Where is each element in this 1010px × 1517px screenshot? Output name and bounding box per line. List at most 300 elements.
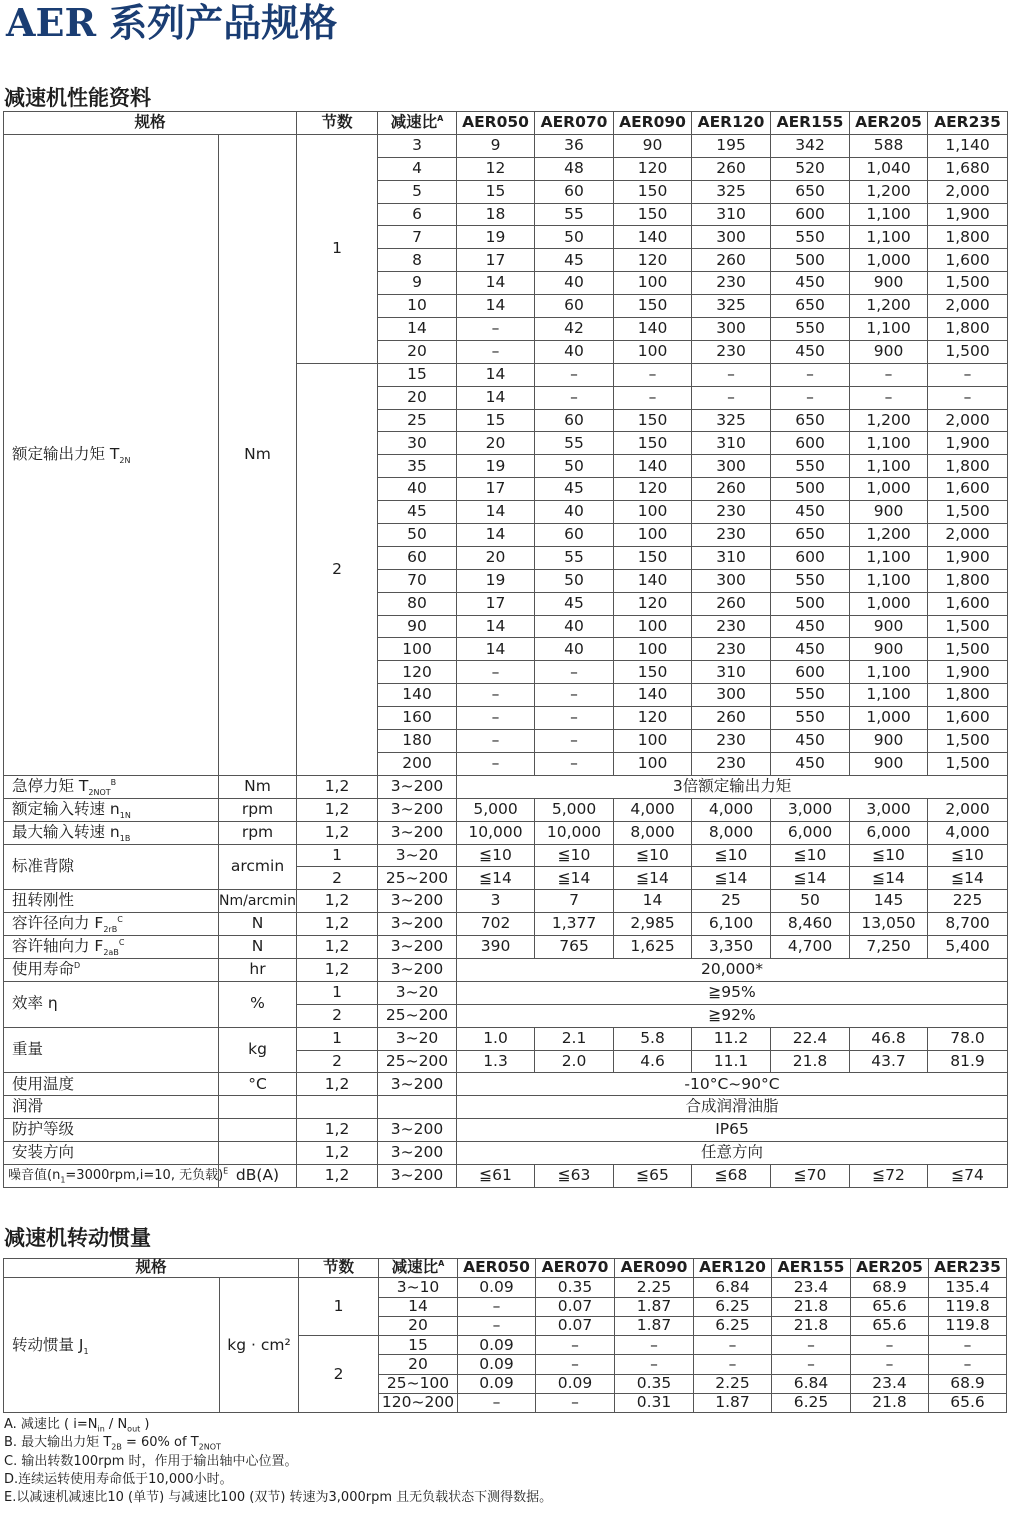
efficiency-value: ≧92% [457, 1004, 1008, 1027]
value-cell: 36 [535, 134, 614, 157]
value-cell: 100 [614, 524, 692, 547]
value-cell: 1,100 [850, 318, 928, 341]
stage-cell: 1,2 [297, 1142, 378, 1165]
stage-cell: 1 [297, 134, 378, 363]
note-e: E.以减速机减速比10 (单节) 与减速比100 (双节) 转速为3,000rpm 且无负载状态下测得数据。 [4, 1490, 553, 1506]
value-cell: 1,100 [850, 455, 928, 478]
value-cell: 20 [457, 546, 535, 569]
ratio-cell: 3~200 [378, 821, 457, 844]
value-cell: 81.9 [928, 1050, 1008, 1073]
value-cell: 17 [457, 478, 535, 501]
value-cell: 140 [614, 455, 692, 478]
value-cell: 40 [535, 501, 614, 524]
ratio-cell: 25~200 [378, 1050, 457, 1073]
value-cell: 14 [457, 501, 535, 524]
stage-cell: 1,2 [297, 936, 378, 959]
value-cell: 1,100 [850, 569, 928, 592]
ratio-cell: 8 [378, 249, 457, 272]
service-life-label [4, 958, 219, 981]
ratio-cell: 3 [378, 134, 457, 157]
value-cell: 23.4 [772, 1278, 851, 1297]
stage-cell: 1,2 [297, 958, 378, 981]
value-cell: 60 [535, 524, 614, 547]
emergency-stop-torque-label [4, 775, 219, 798]
row-label-text: 额定输入转速 n [12, 799, 120, 818]
value-cell: – [458, 1394, 536, 1413]
row-label-text: 使用温度 [12, 1074, 75, 1093]
value-cell: 900 [850, 615, 928, 638]
value-cell: 3,000 [850, 798, 928, 821]
value-cell: 550 [771, 318, 850, 341]
ratio-cell: 4 [378, 157, 457, 180]
value-cell: 5,400 [928, 936, 1008, 959]
value-cell: 18 [457, 203, 535, 226]
value-cell: 260 [692, 249, 771, 272]
value-cell: 100 [614, 638, 692, 661]
ratio-cell: 3~200 [378, 913, 457, 936]
value-cell: 14 [457, 363, 535, 386]
value-cell: 14 [457, 386, 535, 409]
inertia-row [4, 1278, 1007, 1297]
value-cell: 43.7 [850, 1050, 928, 1073]
value-cell: 21.8 [772, 1316, 851, 1335]
label-subscript: 1 [60, 1176, 66, 1185]
value-cell: 1,800 [928, 684, 1008, 707]
value-cell: 1,900 [928, 432, 1008, 455]
value-cell: 650 [771, 409, 850, 432]
value-cell: 5.8 [614, 1027, 692, 1050]
torsional-stiffness-label [4, 890, 219, 913]
value-cell: 600 [771, 432, 850, 455]
value-cell: 1,600 [928, 249, 1008, 272]
value-cell: 14 [614, 890, 692, 913]
ratio-cell: 40 [378, 478, 457, 501]
value-cell: 135.4 [929, 1278, 1007, 1297]
value-cell: 1,800 [928, 455, 1008, 478]
value-cell: 3,350 [692, 936, 771, 959]
inertia-body [4, 1259, 1007, 1413]
value-cell: 100 [614, 501, 692, 524]
value-cell: – [929, 1336, 1007, 1355]
value-cell: 1,625 [614, 936, 692, 959]
value-cell: 55 [535, 432, 614, 455]
header-spec: 规格 [4, 1259, 299, 1278]
efficiency-value: ≧95% [457, 981, 1008, 1004]
value-cell: 8,700 [928, 913, 1008, 936]
value-cell: 1,500 [928, 340, 1008, 363]
value-cell: – [851, 1355, 929, 1374]
header-model: AER050 [457, 112, 535, 135]
ratio-cell: 3~200 [378, 775, 457, 798]
value-cell: 500 [771, 478, 850, 501]
value-cell: 14 [457, 295, 535, 318]
row-label-text: =3000rpm,i=10, 无负载) [65, 1168, 224, 1184]
value-cell: 150 [614, 295, 692, 318]
value-cell: – [535, 707, 614, 730]
stage-cell: 1,2 [297, 821, 378, 844]
stage-cell: 1 [299, 1278, 379, 1336]
value-cell: 310 [692, 432, 771, 455]
value-cell: ≦10 [535, 844, 614, 867]
value-cell: – [535, 661, 614, 684]
mounting-orientation-row [4, 1142, 1008, 1165]
value-cell: 300 [692, 684, 771, 707]
value-cell: – [929, 1355, 1007, 1374]
header-ratio [378, 112, 457, 135]
value-cell: 14 [457, 524, 535, 547]
value-cell: 145 [850, 890, 928, 913]
ratio-cell: 45 [378, 501, 457, 524]
efficiency-unit: % [219, 981, 297, 1027]
value-cell: ≦72 [850, 1164, 928, 1187]
backlash-unit: arcmin [219, 844, 297, 890]
label-subscript: 2NOT [88, 788, 111, 798]
label-superscript: E [223, 1167, 229, 1177]
value-cell: – [535, 752, 614, 775]
stage-cell: 1,2 [297, 775, 378, 798]
value-cell: 1,500 [928, 638, 1008, 661]
value-cell: 120 [614, 592, 692, 615]
torque-row [4, 134, 1008, 157]
ratio-text: 减速比 [390, 113, 438, 132]
backlash-label: 标准背隙 [4, 844, 219, 890]
value-cell: 2,985 [614, 913, 692, 936]
value-cell: – [536, 1394, 615, 1413]
value-cell: 21.8 [851, 1394, 929, 1413]
protection-class-label [4, 1119, 219, 1142]
value-cell: 1,600 [928, 478, 1008, 501]
value-cell: – [457, 340, 535, 363]
value-cell: 1,200 [850, 295, 928, 318]
value-cell: ≦65 [614, 1164, 692, 1187]
ratio-cell: 15 [379, 1336, 458, 1355]
ratio-cell: 3~200 [378, 958, 457, 981]
mounting-orientation-label [4, 1142, 219, 1165]
value-cell: 1,600 [928, 592, 1008, 615]
value-cell: ≦14 [457, 867, 535, 890]
value-cell: 40 [535, 615, 614, 638]
value-cell: 650 [771, 180, 850, 203]
ratio-cell: 20 [378, 386, 457, 409]
value-cell: 230 [692, 752, 771, 775]
torsional-stiffness-unit: Nm/arcmin [219, 890, 297, 913]
backlash-row [4, 844, 1008, 867]
value-cell: 0.35 [615, 1374, 694, 1393]
ratio-cell: 3~200 [378, 798, 457, 821]
ratio-cell: 3~20 [378, 981, 457, 1004]
value-cell: – [535, 386, 614, 409]
rated-input-speed-label [4, 798, 219, 821]
header-model: AER205 [851, 1259, 929, 1278]
value-cell: 15 [457, 180, 535, 203]
value-cell: 500 [771, 249, 850, 272]
header-model: AER070 [535, 112, 614, 135]
value-cell: 11.2 [692, 1027, 771, 1050]
value-cell: 195 [692, 134, 771, 157]
value-cell: ≦61 [457, 1164, 535, 1187]
ratio-superscript: A [437, 114, 444, 124]
ratio-cell: 100 [378, 638, 457, 661]
value-cell: ≦14 [535, 867, 614, 890]
value-cell: – [457, 707, 535, 730]
note-a: A. 减速比 ( $i=N_{in} / N_{out}$ ) [4, 1417, 150, 1434]
footnotes [4, 1416, 552, 1507]
row-label-text: 转动惯量 J [12, 1335, 84, 1354]
value-cell: 230 [692, 340, 771, 363]
row-label-text: 扭转刚性 [12, 891, 75, 910]
value-cell: – [535, 730, 614, 753]
value-cell: 1,900 [928, 661, 1008, 684]
value-cell: – [535, 684, 614, 707]
efficiency-label: 效率 η [4, 981, 219, 1027]
value-cell: 1.87 [615, 1297, 694, 1316]
value-cell: 4,000 [692, 798, 771, 821]
value-cell: 1,600 [928, 707, 1008, 730]
value-cell: 6,100 [692, 913, 771, 936]
value-cell: 2,000 [928, 524, 1008, 547]
value-cell: – [694, 1355, 772, 1374]
value-cell: 17 [457, 592, 535, 615]
inertia-label [4, 1278, 220, 1413]
value-cell: 45 [535, 592, 614, 615]
value-cell: 588 [850, 134, 928, 157]
value-cell: 900 [850, 730, 928, 753]
label-subscript: 2rB [103, 925, 118, 935]
inertia-unit: kg · cm² [220, 1278, 299, 1413]
value-cell: 50 [771, 890, 850, 913]
value-cell: 550 [771, 684, 850, 707]
label-subscript: 2aB [103, 948, 119, 958]
value-cell: ≦14 [928, 867, 1008, 890]
service-life-row [4, 958, 1008, 981]
value-cell: 78.0 [928, 1027, 1008, 1050]
value-cell: 100 [614, 615, 692, 638]
value-cell: 1,000 [850, 478, 928, 501]
value-cell: 310 [692, 546, 771, 569]
noise-label [4, 1164, 229, 1187]
note-c: C. 输出转数100rpm 时，作用于输出轴中心位置。 [4, 1453, 298, 1469]
ratio-text: 减速比 [391, 1258, 439, 1277]
stage-cell: 1 [297, 1027, 378, 1050]
value-cell: 140 [614, 226, 692, 249]
value-cell: 1,500 [928, 272, 1008, 295]
value-cell: 6.25 [772, 1394, 851, 1413]
value-cell: 46.8 [850, 1027, 928, 1050]
value-cell: 4,000 [928, 821, 1008, 844]
value-cell: 19 [457, 226, 535, 249]
value-cell: 450 [771, 272, 850, 295]
value-cell: 23.4 [851, 1374, 929, 1393]
value-cell: 40 [535, 272, 614, 295]
value-cell: 1,000 [850, 249, 928, 272]
value-cell: 6,000 [771, 821, 850, 844]
axial-force-unit: N [219, 936, 297, 959]
value-cell: 900 [850, 501, 928, 524]
value-cell: 1,500 [928, 615, 1008, 638]
value-cell: 14 [457, 638, 535, 661]
stage-cell: 1,2 [297, 798, 378, 821]
value-cell: 60 [535, 180, 614, 203]
value-cell: 8,000 [614, 821, 692, 844]
service-life-value: 20,000* [457, 958, 1008, 981]
rated-torque-unit: Nm [219, 134, 297, 775]
value-cell: ≦10 [928, 844, 1008, 867]
value-cell: 48 [535, 157, 614, 180]
header-model: AER205 [850, 112, 928, 135]
ratio-cell: 9 [378, 272, 457, 295]
weight-label: 重量 [4, 1027, 219, 1073]
value-cell: – [458, 1316, 536, 1335]
ratio-cell: 3~200 [378, 1119, 457, 1142]
value-cell: 50 [535, 569, 614, 592]
value-cell: – [772, 1336, 851, 1355]
ratio-cell: 180 [378, 730, 457, 753]
ratio-superscript: A [438, 1259, 445, 1269]
value-cell: 4,700 [771, 936, 850, 959]
value-cell: 300 [692, 455, 771, 478]
value-cell: 22.4 [771, 1027, 850, 1050]
value-cell: – [536, 1355, 615, 1374]
value-cell: 100 [614, 272, 692, 295]
value-cell: 1,900 [928, 203, 1008, 226]
value-cell: 150 [614, 661, 692, 684]
value-cell: 1,200 [850, 180, 928, 203]
value-cell: 20 [457, 432, 535, 455]
value-cell: 450 [771, 501, 850, 524]
value-cell: 0.09 [536, 1374, 615, 1393]
header-model: AER120 [692, 112, 771, 135]
value-cell: – [457, 684, 535, 707]
stage-cell: 2 [299, 1336, 379, 1413]
value-cell: 6,000 [850, 821, 928, 844]
row-label-text: 容许轴向力 F [12, 937, 104, 956]
value-cell: 1,800 [928, 318, 1008, 341]
value-cell: 0.31 [615, 1394, 694, 1413]
value-cell: 310 [692, 661, 771, 684]
value-cell: 2.25 [615, 1278, 694, 1297]
value-cell: 5,000 [535, 798, 614, 821]
stage-cell: 2 [297, 867, 378, 890]
value-cell: 140 [614, 684, 692, 707]
ratio-cell: 20 [378, 340, 457, 363]
label-subscript: 1B [119, 833, 131, 843]
max-input-speed-label [4, 821, 219, 844]
ratio-cell: 25~200 [378, 867, 457, 890]
value-cell: 6.25 [694, 1316, 772, 1335]
value-cell: 300 [692, 226, 771, 249]
stage-cell: 1,2 [297, 890, 378, 913]
value-cell: 0.09 [458, 1374, 536, 1393]
ratio-cell: 3~200 [378, 1164, 457, 1187]
value-cell: 1.3 [457, 1050, 535, 1073]
ratio-cell: 25~100 [379, 1374, 458, 1393]
value-cell: 68.9 [851, 1278, 929, 1297]
ratio-cell: 3~10 [379, 1278, 458, 1297]
value-cell: 1,800 [928, 226, 1008, 249]
value-cell: 2.1 [535, 1027, 614, 1050]
header-model: AER090 [614, 112, 692, 135]
row-label-text: 急停力矩 T [12, 777, 89, 796]
ratio-cell: 200 [378, 752, 457, 775]
label-subscript: 1N [119, 811, 131, 820]
value-cell: 2.0 [535, 1050, 614, 1073]
value-cell: – [772, 1355, 851, 1374]
header-stage: 节数 [297, 112, 378, 135]
value-cell: 150 [614, 180, 692, 203]
header-spec: 规格 [4, 112, 297, 135]
operating-temperature-value: -10°C~90°C [457, 1073, 1008, 1096]
value-cell: 230 [692, 501, 771, 524]
value-cell: 0.09 [458, 1355, 536, 1374]
value-cell: 500 [771, 592, 850, 615]
ratio-cell: 14 [379, 1297, 458, 1316]
value-cell: 1,000 [850, 707, 928, 730]
ratio-cell: 140 [378, 684, 457, 707]
ratio-cell: 20 [379, 1355, 458, 1374]
value-cell: 650 [771, 295, 850, 318]
radial-force-row [4, 913, 1008, 936]
value-cell: 1.0 [457, 1027, 535, 1050]
row-label-text: 额定输出力矩 T [12, 445, 120, 464]
service-life-unit: hr [219, 958, 297, 981]
value-cell: 1,100 [850, 684, 928, 707]
value-cell: – [536, 1336, 615, 1355]
value-cell: 300 [692, 318, 771, 341]
value-cell: 65.6 [929, 1394, 1007, 1413]
value-cell: ≦14 [850, 867, 928, 890]
operating-temperature-label [4, 1073, 219, 1096]
emergency-stop-torque-value: 3倍额定输出力矩 [457, 775, 1008, 798]
row-label-text: 噪音值(n [8, 1168, 61, 1184]
ratio-cell: 3~200 [378, 936, 457, 959]
value-cell: 14 [457, 615, 535, 638]
value-cell: 150 [614, 409, 692, 432]
value-cell: 10,000 [535, 821, 614, 844]
ratio-cell: 10 [378, 295, 457, 318]
value-cell: 900 [850, 638, 928, 661]
value-cell: – [614, 363, 692, 386]
value-cell: 600 [771, 546, 850, 569]
value-cell: 150 [614, 546, 692, 569]
value-cell: 2,000 [928, 295, 1008, 318]
rated-torque-label [4, 134, 219, 775]
note-d: D.连续运转使用寿命低于10,000小时。 [4, 1471, 233, 1487]
value-cell: 120 [614, 707, 692, 730]
ratio-cell: 160 [378, 707, 457, 730]
ratio-cell: 3~200 [378, 1142, 457, 1165]
value-cell: 325 [692, 409, 771, 432]
emergency-stop-torque-unit: Nm [219, 775, 297, 798]
value-cell: 60 [535, 295, 614, 318]
ratio-cell: 14 [378, 318, 457, 341]
header-ratio [379, 1259, 458, 1278]
value-cell: 1.87 [615, 1316, 694, 1335]
value-cell: 230 [692, 615, 771, 638]
ratio-cell: 60 [378, 546, 457, 569]
value-cell: 25 [692, 890, 771, 913]
value-cell: 650 [771, 524, 850, 547]
value-cell: 310 [692, 203, 771, 226]
value-cell: 1,377 [535, 913, 614, 936]
stage-cell: 2 [297, 1004, 378, 1027]
stage-cell: 1 [297, 844, 378, 867]
value-cell: ≦10 [692, 844, 771, 867]
value-cell: 21.8 [772, 1297, 851, 1316]
value-cell: 450 [771, 730, 850, 753]
value-cell: 7 [535, 890, 614, 913]
ratio-cell [378, 1096, 457, 1119]
torsional-stiffness-row [4, 890, 1008, 913]
